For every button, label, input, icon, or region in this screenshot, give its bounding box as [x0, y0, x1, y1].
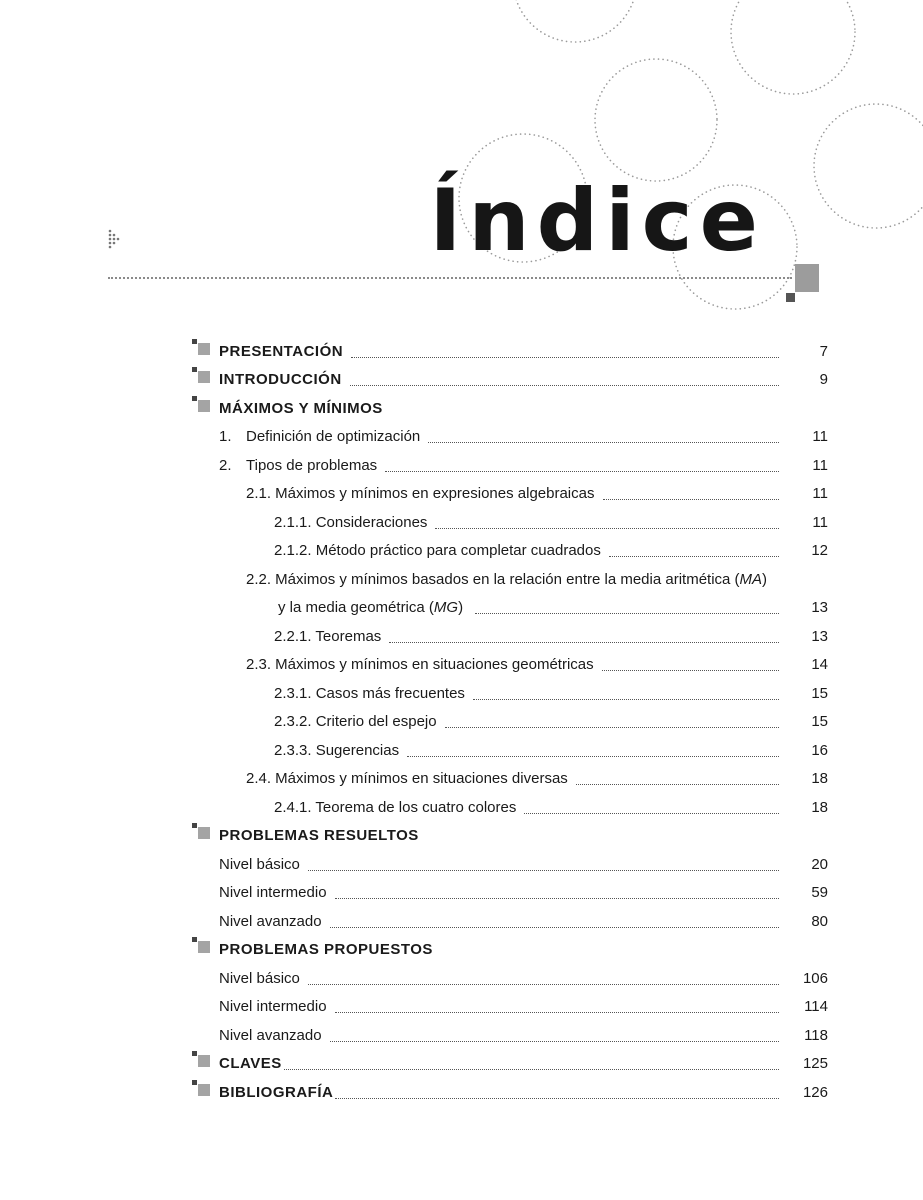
section-bullet-icon: [192, 1080, 214, 1098]
toc-entry-item-2[interactable]: 2. Tipos de problemas: [219, 451, 787, 479]
toc-section-propuestos[interactable]: PROBLEMAS PROPUESTOS: [219, 940, 433, 958]
toc-page-number: 126: [802, 1083, 828, 1101]
toc-entry-bibliografia[interactable]: BIBLIOGRAFÍA: [219, 1078, 787, 1106]
toc-page-number: 11: [812, 456, 828, 474]
toc-page-number: 14: [811, 655, 828, 673]
section-bullet-icon: [192, 823, 214, 841]
toc-page-number: 106: [802, 969, 828, 987]
toc-entry-item-2-2-1[interactable]: 2.2.1. Teoremas: [274, 622, 787, 650]
toc-page-number: 18: [811, 798, 828, 816]
section-bullet-icon: [192, 367, 214, 385]
corner-square-large: [795, 264, 819, 292]
dot-grid-ornament: [108, 229, 124, 253]
toc-page-number: 118: [804, 1026, 828, 1044]
corner-square-small: [786, 293, 795, 302]
section-bullet-icon: [192, 937, 214, 955]
toc-entry-item-1[interactable]: 1. Definición de optimización: [219, 422, 787, 450]
toc-entry-item-2-2[interactable]: 2.2. Máximos y mínimos basados en la relación entre la media aritmética (MA): [246, 570, 768, 588]
title-dotted-rule: [108, 277, 792, 279]
section-bullet-icon: [192, 396, 214, 414]
page-title: Índice: [429, 171, 765, 271]
toc-entry-item-2-3[interactable]: 2.3. Máximos y mínimos en situaciones geométricas: [246, 650, 787, 678]
toc-page-number: 11: [812, 427, 828, 445]
toc-entry-propuestos-avanzado[interactable]: Nivel avanzado: [219, 1021, 787, 1049]
toc-entry-presentacion[interactable]: PRESENTACIÓN: [219, 337, 787, 365]
toc-entry-item-2-4-1[interactable]: 2.4.1. Teorema de los cuatro colores: [274, 793, 787, 821]
toc-entry-resueltos-intermedio[interactable]: Nivel intermedio: [219, 878, 787, 906]
toc-entry-item-2-1[interactable]: 2.1. Máximos y mínimos en expresiones algebraicas: [246, 479, 787, 507]
toc-entry-resueltos-avanzado[interactable]: Nivel avanzado: [219, 907, 787, 935]
toc-page-number: 15: [811, 684, 828, 702]
toc-entry-resueltos-basico[interactable]: Nivel básico: [219, 850, 787, 878]
toc-entry-item-2-1-1[interactable]: 2.1.1. Consideraciones: [274, 508, 787, 536]
toc-page-number: 18: [811, 769, 828, 787]
decorative-circles: [0, 0, 923, 320]
toc-entry-item-2-3-1[interactable]: 2.3.1. Casos más frecuentes: [274, 679, 787, 707]
toc-page-number: 7: [819, 342, 828, 360]
toc-page-number: 125: [802, 1054, 828, 1072]
toc-entry-item-2-2-continued[interactable]: y la media geométrica (MG): [278, 593, 787, 621]
toc-page-number: 12: [811, 541, 828, 559]
toc-entry-propuestos-basico[interactable]: Nivel básico: [219, 964, 787, 992]
toc-entry-item-2-1-2[interactable]: 2.1.2. Método práctico para completar cuadrados: [274, 536, 787, 564]
toc-page-number: 80: [811, 912, 828, 930]
toc-entry-item-2-3-2[interactable]: 2.3.2. Criterio del espejo: [274, 707, 787, 735]
toc-entry-claves[interactable]: CLAVES: [219, 1049, 787, 1077]
toc-entry-propuestos-intermedio[interactable]: Nivel intermedio: [219, 992, 787, 1020]
section-bullet-icon: [192, 339, 214, 357]
toc-entry-item-2-4[interactable]: 2.4. Máximos y mínimos en situaciones diversas: [246, 764, 787, 792]
toc-page-number: 59: [811, 883, 828, 901]
toc-entry-item-2-3-3[interactable]: 2.3.3. Sugerencias: [274, 736, 787, 764]
toc-section-maximos[interactable]: MÁXIMOS Y MÍNIMOS: [219, 399, 383, 417]
toc-entry-introduccion[interactable]: INTRODUCCIÓN: [219, 365, 787, 393]
toc-page-number: 9: [819, 370, 828, 388]
toc-page-number: 11: [812, 513, 828, 531]
toc-page-number: 11: [812, 484, 828, 502]
section-bullet-icon: [192, 1051, 214, 1069]
toc-page-number: 15: [811, 712, 828, 730]
toc-page-number: 13: [811, 627, 828, 645]
toc-page-number: 114: [804, 997, 828, 1015]
toc-page-number: 20: [811, 855, 828, 873]
toc-page-number: 13: [811, 598, 828, 616]
toc-page-number: 16: [811, 741, 828, 759]
toc-section-resueltos[interactable]: PROBLEMAS RESUELTOS: [219, 826, 419, 844]
